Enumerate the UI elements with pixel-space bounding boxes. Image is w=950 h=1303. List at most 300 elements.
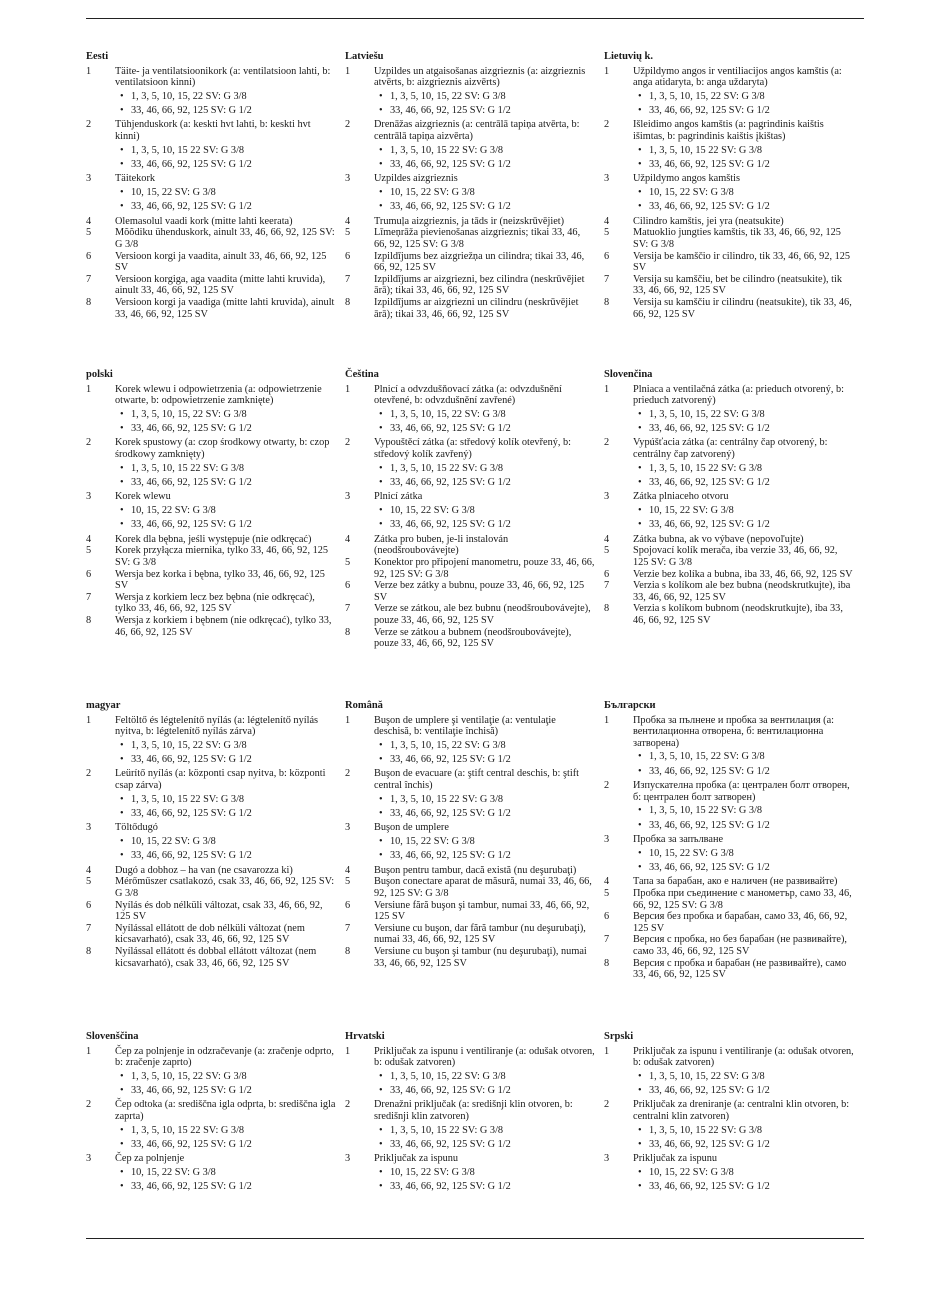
item-text: Buşon pentru tambur, dacă există (nu deşurubaţi) [374,864,577,876]
item-text: Priključak za dreniranje (a: centralni klin otvoren, b: centralni klin zatvoren) [633,1099,850,1123]
spec-item: • 1, 3, 5, 10, 15 22 SV: G 3/8 [374,463,595,475]
list-item [345,216,595,228]
item-text: Korek dla bębna, jeśli występuje (nie odkręcać) [115,533,312,545]
item-text: Verze se zátkou, ale bez bubnu (neodšroubovávejte), pouze 33, 46, 66, 92, 125 SV [374,603,591,626]
spec-list [345,145,595,171]
item-text: Feltöltő és légtelenítő nyílás (a: légtelenítő nyílás nyitva, b: légtelenítő nyílás zárva) [115,714,319,738]
spec-list [86,740,336,766]
item-number: 8 [86,296,92,308]
list-item [345,580,595,603]
spec-list [86,409,336,435]
list-item [86,437,336,460]
spec-list [604,751,854,777]
item-number: 2 [604,1099,610,1111]
spec-item: • 33, 46, 66, 92, 125 SV: G 1/2 [633,105,854,117]
spec-list [345,409,595,435]
spec-item: • 1, 3, 5, 10, 15 22 SV: G 3/8 [374,145,595,157]
spec-item: • 10, 15, 22 SV: G 3/8 [374,505,595,517]
list-item [604,569,854,581]
list-item [604,1099,854,1122]
spec-item: • 33, 46, 66, 92, 125 SV: G 1/2 [633,159,854,171]
item-number: 3 [86,1153,92,1165]
item-text: Töltődugó [115,822,158,834]
spec-item: • 33, 46, 66, 92, 125 SV: G 1/2 [115,1181,336,1193]
item-text: Verzie bez kolíka a bubna, iba 33, 46, 66, 92, 125 SV [633,568,853,580]
item-text: Тапа за барабан, ако е наличен (не развивайте) [633,876,838,888]
item-text: Nyílással ellátott de dob nélküli változat (nem kicsavarható), csak 33, 46, 66, 92, 125 SV [115,922,305,946]
list-item [345,274,595,297]
list-item [345,66,595,89]
top-rule [86,18,864,19]
item-number: 3 [86,173,92,185]
item-text: Пробка за пълнене и пробка за вентилация (а: вентилационна отворена, б: вентилационна затворена) [633,714,835,749]
list-item [345,297,595,320]
list-item [604,545,854,568]
item-text: Līmeņrāža pievienošanas aizgrieznis; tikai 33, 46, 66, 92, 125 SV: G 3/8 [374,227,581,250]
item-text: Užpildymo angos kamštis [633,173,740,185]
item-number: 3 [604,1153,610,1165]
list-item [604,66,854,89]
spec-list [604,463,854,489]
spec-item: • 1, 3, 5, 10, 15, 22 SV: G 3/8 [374,91,595,103]
item-number: 4 [604,876,610,888]
spec-list [86,91,336,117]
spec-item: • 10, 15, 22 SV: G 3/8 [633,505,854,517]
item-number: 7 [604,273,610,285]
list-item [86,1046,336,1069]
section-heading: Latviešu [345,51,384,62]
spec-item: • 33, 46, 66, 92, 125 SV: G 1/2 [374,1085,595,1097]
list-item [345,557,595,580]
item-number: 5 [345,227,351,239]
item-number: 6 [345,250,351,262]
list-item [345,1153,595,1165]
spec-list [345,1167,595,1193]
item-number: 1 [345,65,351,77]
item-text: Trumuļa aizgrieznis, ja tāds ir (neizskrūvējiet) [374,215,565,227]
spec-item: • 33, 46, 66, 92, 125 SV: G 1/2 [115,477,336,489]
item-text: Versija su kamščiu ir cilindru (neatsukite), tik 33, 46, 66, 92, 125 SV [633,296,852,320]
spec-item: • 1, 3, 5, 10, 15, 22 SV: G 3/8 [633,751,854,763]
spec-item: • 10, 15, 22 SV: G 3/8 [633,848,854,860]
list-item [86,876,336,899]
spec-item: • 1, 3, 5, 10, 15 22 SV: G 3/8 [115,794,336,806]
spec-item: • 1, 3, 5, 10, 15 22 SV: G 3/8 [633,463,854,475]
spec-list [345,1071,595,1097]
item-text: Versiune cu buşon şi tambur (nu deşurubaţi), numai 33, 46, 66, 92, 125 SV [374,945,587,969]
spec-item: • 33, 46, 66, 92, 125 SV: G 1/2 [115,1085,336,1097]
item-number: 2 [345,119,351,131]
item-text: Wersja z korkiem i bębnem (nie odkręcać), tylko 33, 46, 66, 92, 125 SV [115,614,332,638]
spec-list [345,740,595,766]
item-text: Cilindro kamštis, jei yra (neatsukite) [633,215,784,227]
item-number: 6 [604,911,610,923]
item-text: Verze bez zátky a bubnu, pouze 33, 46, 66, 92, 125 SV [374,580,585,603]
spec-list [86,187,336,213]
list-item [604,119,854,142]
section-slovenscina [86,1031,336,1196]
item-number: 1 [345,383,351,395]
spec-list [86,794,336,820]
item-text: Izpildījums ar aizgriezni, bez cilindra (neskrūvējiet ārā); tikai 33, 46, 66, 92, 125 SV [374,273,585,297]
item-text: Zátka bubna, ak vo výbave (nepovoľujte) [633,533,804,545]
spec-item: • 10, 15, 22 SV: G 3/8 [374,836,595,848]
item-number: 5 [604,227,610,239]
item-text: Пробка при съединение с манометър, само 33, 46, 66, 92, 125 SV: G 3/8 [633,888,852,911]
spec-item: • 33, 46, 66, 92, 125 SV: G 1/2 [115,201,336,213]
spec-item: • 33, 46, 66, 92, 125 SV: G 1/2 [374,808,595,820]
item-number: 1 [604,65,610,77]
item-text: Priključak za ispunu [374,1153,459,1165]
spec-item: • 33, 46, 66, 92, 125 SV: G 1/2 [374,754,595,766]
spec-item: • 33, 46, 66, 92, 125 SV: G 1/2 [115,159,336,171]
item-number: 2 [604,119,610,131]
item-text: Čep za polnjenje in odzračevanje (a: zračenje odprto, b: zračenje zaprto) [115,1045,334,1069]
list-item [86,946,336,969]
spec-list [345,1125,595,1151]
item-number: 3 [345,1153,351,1165]
item-number: 3 [604,491,610,503]
list-item [604,911,854,934]
spec-item: • 33, 46, 66, 92, 125 SV: G 1/2 [115,519,336,531]
item-number: 8 [604,603,610,615]
item-number: 5 [604,545,610,557]
list-item [86,715,336,738]
section-romana [345,700,595,969]
spec-list [345,505,595,531]
spec-item: • 33, 46, 66, 92, 125 SV: G 1/2 [633,1139,854,1151]
item-text: Täite- ja ventilatsioonikork (a: ventilatsioon lahti, b: ventilatsioon kinni) [115,65,331,89]
item-text: Drenāžas aizgrieznis (a: centrālā tapiņa atvērta, b: centrālā tapiņa aizvērta) [374,119,580,143]
item-number: 4 [345,864,351,876]
list-item [86,251,336,274]
spec-list [345,794,595,820]
item-text: Čep odtoka (a: središčna igla odprta, b: središčna igla zaprta) [115,1099,336,1123]
spec-item: • 10, 15, 22 SV: G 3/8 [115,836,336,848]
spec-item: • 33, 46, 66, 92, 125 SV: G 1/2 [374,477,595,489]
spec-list [86,1071,336,1097]
spec-item: • 33, 46, 66, 92, 125 SV: G 1/2 [374,159,595,171]
list-item [345,227,595,250]
list-item [86,119,336,142]
item-number: 8 [86,945,92,957]
spec-list [604,409,854,435]
list-item [604,603,854,626]
spec-item: • 33, 46, 66, 92, 125 SV: G 1/2 [374,1139,595,1151]
list-item [345,876,595,899]
spec-list [86,836,336,862]
spec-item: • 33, 46, 66, 92, 125 SV: G 1/2 [374,105,595,117]
item-text: Verze se zátkou a bubnem (neodšroubovávejte), pouze 33, 46, 66, 92, 125 SV [374,626,572,650]
list-item [86,297,336,320]
item-number: 2 [345,1099,351,1111]
item-text: Vypouštěcí zátka (a: středový kolík otevřený, b: středový kolík zavřený) [374,437,572,461]
item-number: 2 [86,1099,92,1111]
item-number: 4 [345,215,351,227]
spec-list [604,1071,854,1097]
item-text: Konektor pro připojení manometru, pouze 33, 46, 66, 92, 125 SV: G 3/8 [374,557,595,580]
item-text: Uzpildes aizgrieznis [374,173,458,185]
list-item [604,580,854,603]
spec-list [86,505,336,531]
section-heading: Български [604,700,656,711]
list-item [345,1046,595,1069]
list-item [604,1046,854,1069]
list-item [86,923,336,946]
section-magyar [86,700,336,969]
item-number: 4 [86,215,92,227]
item-number: 5 [86,545,92,557]
list-item [604,888,854,911]
spec-list [604,805,854,831]
item-number: 1 [604,383,610,395]
item-text: Versioon korgi ja vaadita, ainult 33, 46, 66, 92, 125 SV [115,250,327,274]
item-number: 4 [86,864,92,876]
list-item [604,1153,854,1165]
item-number: 4 [345,533,351,545]
list-item [345,384,595,407]
spec-item: • 10, 15, 22 SV: G 3/8 [115,1167,336,1179]
spec-item: • 1, 3, 5, 10, 15 22 SV: G 3/8 [633,805,854,817]
item-number: 1 [86,383,92,395]
item-text: Versioon korgi ja vaadiga (mitte lahti kruvida), ainult 33, 46, 66, 92, 125 SV [115,296,335,320]
item-number: 6 [345,899,351,911]
section-heading: polski [86,369,113,380]
spec-item: • 33, 46, 66, 92, 125 SV: G 1/2 [633,1085,854,1097]
spec-list [345,187,595,213]
section-srpski [604,1031,854,1196]
section-polski [86,369,336,638]
item-number: 4 [86,533,92,545]
item-text: Verzia s kolíkom ale bez bubna (neodskrutkujte), iba 33, 46, 66, 92, 125 SV [633,580,851,603]
list-item [604,934,854,957]
item-text: Plnicí zátka [374,491,423,503]
spec-item: • 1, 3, 5, 10, 15, 22 SV: G 3/8 [115,1071,336,1083]
item-text: Izpildījums ar aizgriezni un cilindru (neskrūvējiet ārā); tikai 33, 46, 66, 92, 125 SV [374,296,579,320]
item-text: Korek wlewu [115,491,171,503]
list-item [604,834,854,846]
spec-item: • 33, 46, 66, 92, 125 SV: G 1/2 [115,1139,336,1151]
spec-list [604,1125,854,1151]
item-number: 3 [86,491,92,503]
item-number: 6 [86,899,92,911]
item-text: Verzia s kolíkom bubnom (neodskrutkujte), iba 33, 46, 66, 92, 125 SV [633,603,843,626]
item-text: Buşon de umplere şi ventilaţie (a: ventulaţie deschisă, b: ventilaţie închisă) [374,714,556,738]
item-text: Korek przyłącza miernika, tylko 33, 46, 66, 92, 125 SV: G 3/8 [115,545,329,568]
item-number: 5 [345,557,351,568]
section-eesti [86,51,336,320]
item-number: 8 [86,614,92,626]
spec-item: • 1, 3, 5, 10, 15, 22 SV: G 3/8 [115,740,336,752]
item-number: 2 [86,437,92,449]
list-item [86,491,336,503]
item-text: Čep za polnjenje [115,1153,185,1165]
list-item [86,592,336,615]
spec-item: • 33, 46, 66, 92, 125 SV: G 1/2 [374,519,595,531]
list-item [345,173,595,185]
list-item [604,958,854,981]
item-text: Korek wlewu i odpowietrzenia (a: odpowietrzenie otwarte, b: odpowietrzenie zamknięte) [115,383,322,407]
spec-item: • 1, 3, 5, 10, 15 22 SV: G 3/8 [374,1125,595,1137]
item-text: Buşon de umplere [374,822,449,834]
list-item [86,822,336,834]
item-text: Priključak za ispunu i ventiliranje (a: odušak otvoren, b: odušak zatvoren) [374,1045,595,1069]
list-item [86,900,336,923]
list-item [86,768,336,791]
item-number: 7 [604,934,610,946]
list-item [345,715,595,738]
item-number: 8 [345,296,351,308]
item-number: 1 [345,714,351,726]
list-item [345,534,595,557]
spec-item: • 1, 3, 5, 10, 15 22 SV: G 3/8 [115,463,336,475]
list-item [86,384,336,407]
spec-item: • 1, 3, 5, 10, 15, 22 SV: G 3/8 [633,409,854,421]
spec-list [604,187,854,213]
list-item [345,923,595,946]
list-item [86,173,336,185]
spec-list [604,91,854,117]
list-item [86,274,336,297]
spec-list [604,145,854,171]
item-number: 3 [604,834,610,846]
item-number: 5 [345,876,351,888]
list-item [604,491,854,503]
item-number: 7 [86,922,92,934]
item-text: Versija su kamščiu, bet be cilindro (neatsukite), tik 33, 46, 66, 92, 125 SV [633,273,843,297]
item-text: Spojovací kolík merača, iba verzie 33, 46, 66, 92, 125 SV: G 3/8 [633,545,838,568]
item-text: Korek spustowy (a: czop środkowy otwarty, b: czop środkowy zamknięty) [115,437,330,461]
item-number: 1 [86,65,92,77]
section-heading: Čeština [345,369,379,380]
item-number: 2 [345,437,351,449]
item-text: Nyílással ellátott és dobbal ellátott változat (nem kicsavarható), csak 33, 46, 66, 92, 125 SV [115,945,317,969]
spec-item: • 33, 46, 66, 92, 125 SV: G 1/2 [115,754,336,766]
item-text: Dugó a dobhoz – ha van (ne csavarozza ki) [115,864,293,876]
item-text: Leürítő nyílás (a: központi csap nyitva, b: központi csap zárva) [115,768,326,792]
spec-item: • 33, 46, 66, 92, 125 SV: G 1/2 [633,766,854,778]
section-heading: Slovenščina [86,1031,139,1042]
list-item [86,216,336,228]
spec-item: • 1, 3, 5, 10, 15, 22 SV: G 3/8 [115,409,336,421]
item-text: Zátka pro buben, je-li instalován (neodšroubovávejte) [374,533,509,557]
item-number: 7 [345,603,351,615]
spec-item: • 33, 46, 66, 92, 125 SV: G 1/2 [633,423,854,435]
item-number: 5 [86,227,92,239]
spec-item: • 1, 3, 5, 10, 15, 22 SV: G 3/8 [374,740,595,752]
item-number: 3 [604,173,610,185]
list-item [86,615,336,638]
item-number: 2 [604,780,610,792]
item-number: 4 [604,533,610,545]
list-item [345,946,595,969]
spec-list [86,463,336,489]
item-number: 8 [604,296,610,308]
item-text: Plnicí a odvzdušňovací zátka (a: odvzdušnění otevřené, b: odvzdušnění zavřené) [374,383,562,407]
item-number: 4 [604,215,610,227]
list-item [86,865,336,877]
item-number: 1 [86,1045,92,1057]
spec-list [604,505,854,531]
spec-item: • 1, 3, 5, 10, 15, 22 SV: G 3/8 [115,91,336,103]
item-number: 2 [86,119,92,131]
item-number: 8 [345,945,351,957]
item-text: Versija be kamščio ir cilindro, tik 33, 46, 66, 92, 125 SV [633,250,851,274]
item-number: 6 [345,580,351,592]
spec-item: • 33, 46, 66, 92, 125 SV: G 1/2 [115,105,336,117]
spec-item: • 33, 46, 66, 92, 125 SV: G 1/2 [374,1181,595,1193]
spec-item: • 1, 3, 5, 10, 15 22 SV: G 3/8 [633,145,854,157]
list-item [86,545,336,568]
item-text: Priključak za ispunu [633,1153,718,1165]
section-heading: Srpski [604,1031,634,1042]
item-text: Buşon de evacuare (a: ştift central deschis, b: ştift central închis) [374,768,580,792]
list-item [86,1099,336,1122]
item-number: 6 [86,568,92,580]
spec-list [345,91,595,117]
section-hrvatski [345,1031,595,1196]
spec-item: • 33, 46, 66, 92, 125 SV: G 1/2 [633,820,854,832]
spec-list [345,463,595,489]
spec-item: • 33, 46, 66, 92, 125 SV: G 1/2 [633,862,854,874]
list-item [345,900,595,923]
item-number: 8 [345,626,351,638]
list-item [345,768,595,791]
list-item [345,822,595,834]
list-item [604,715,854,750]
section-heading: Hrvatski [345,1031,385,1042]
item-text: Versiune fără buşon şi tambur, numai 33, 46, 66, 92, 125 SV [374,899,590,923]
item-number: 1 [604,714,610,726]
section-cestina [345,369,595,650]
spec-item: • 33, 46, 66, 92, 125 SV: G 1/2 [633,477,854,489]
item-text: Versioon korgiga, aga vaadita (mitte lahti kruvida), ainult 33, 46, 66, 92, 125 SV [115,273,326,297]
list-item [345,491,595,503]
list-item [345,603,595,626]
spec-item: • 33, 46, 66, 92, 125 SV: G 1/2 [115,850,336,862]
bottom-rule [86,1238,864,1239]
list-item [604,780,854,803]
item-number: 1 [604,1045,610,1057]
item-text: Zátka plniaceho otvoru [633,491,729,503]
spec-item: • 33, 46, 66, 92, 125 SV: G 1/2 [115,808,336,820]
item-text: Täitekork [115,173,156,185]
item-number: 3 [345,491,351,503]
item-text: Версия с пробка и барабан (не развивайте), само 33, 46, 66, 92, 125 SV [633,957,847,981]
item-number: 6 [604,250,610,262]
section-heading: Eesti [86,51,109,62]
item-number: 1 [86,714,92,726]
spec-item: • 1, 3, 5, 10, 15, 22 SV: G 3/8 [633,91,854,103]
item-text: Wersja z korkiem lecz bez bębna (nie odkręcać), tylko 33, 46, 66, 92, 125 SV [115,591,315,615]
list-item [86,569,336,592]
list-item [604,534,854,546]
item-text: Mérőműszer csatlakozó, csak 33, 46, 66, 92, 125 SV: G 3/8 [115,876,335,899]
item-number: 7 [604,580,610,592]
spec-item: • 33, 46, 66, 92, 125 SV: G 1/2 [633,1181,854,1193]
spec-list [345,836,595,862]
spec-item: • 1, 3, 5, 10, 15, 22 SV: G 3/8 [374,409,595,421]
item-text: Версия с пробка, но без барабан (не развивайте), само 33, 46, 66, 92, 125 SV [633,934,847,957]
list-item [604,437,854,460]
section-lietuviu [604,51,854,320]
list-item [345,437,595,460]
spec-item: • 1, 3, 5, 10, 15 22 SV: G 3/8 [633,1125,854,1137]
spec-item: • 33, 46, 66, 92, 125 SV: G 1/2 [633,519,854,531]
item-number: 7 [345,273,351,285]
spec-item: • 33, 46, 66, 92, 125 SV: G 1/2 [374,423,595,435]
item-text: Drenažni priključak (a: središnji klin otvoren, b: središnji klin zatvoren) [374,1099,573,1123]
